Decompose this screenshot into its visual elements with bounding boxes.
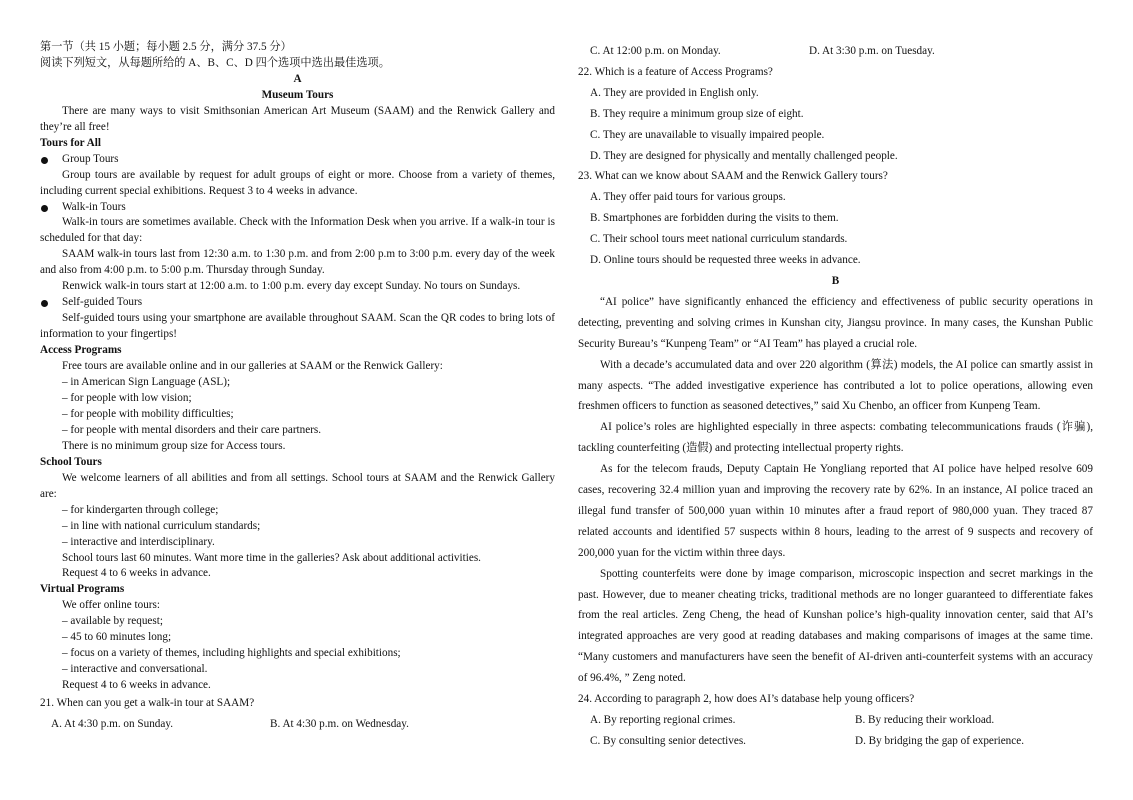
school-note: School tours last 60 minutes. Want more time in the galleries? Ask about additional activities.: [62, 551, 481, 564]
list-item: – for people with mobility difficulties;: [62, 407, 234, 420]
option-a: A. By reporting regional crimes.: [590, 714, 736, 726]
virtual-request: Request 4 to 6 weeks in advance.: [62, 679, 211, 692]
instruction: 阅读下列短文，从每题所给的 A、B、C、D 四个选项中选出最佳选项。: [40, 56, 390, 69]
option-c: C. Their school tours meet national curriculum standards.: [590, 233, 848, 246]
paragraph: With a decade’s accumulated data and over 220 algorithm (算法) models, the AI police can smartly assist in many aspects. “The added investigative experience has contributed a lot to police operations, allowing even freshmen officers to function as seasoned detectives,” said Xu Chenbo, an officer from Kunpeng Team.: [578, 358, 1093, 413]
tours-for-all-heading: Tours for All: [40, 136, 101, 149]
section-header: 第一节（共 15 小题；每小题 2.5 分，满分 37.5 分）: [40, 41, 292, 53]
virtual-heading: Virtual Programs: [40, 583, 125, 596]
paragraph: As for the telecom frauds, Deputy Captain He Yongliang reported that AI police have helped resolve 609 cases, recovering 32.4 million yuan and improving the recovery rate by 62%. In an instance, AI police traced an illegal fund transfer of 500,000 yuan within 10 minutes after a fraud report of 980,000 yuan. They traced 87 related accounts and identified 57 suspects within 8 hours, leading to the arrest of 9 suspects and recovery of 200,000 yuan for the victim within three days.: [578, 463, 1093, 559]
option-b: B. By reducing their workload.: [855, 714, 995, 726]
access-note: There is no minimum group size for Access tours.: [62, 439, 286, 452]
option-a: A. At 4:30 p.m. on Sunday.: [51, 718, 174, 731]
list-item: – 45 to 60 minutes long;: [62, 631, 172, 644]
option-b: B. They require a minimum group size of eight.: [590, 107, 804, 120]
question-22-stem: 22. Which is a feature of Access Programs?: [578, 65, 773, 78]
list-item: – in line with national curriculum standards;: [62, 519, 261, 532]
paragraph: “AI police” have significantly enhanced the efficiency and effectiveness of public security operations in detecting, preventing and solving crimes in Kunshan city, Jiangsu province. In many cases, the Kunshan Public Security Bureau’s “Kunpeng Team” or “AI Team” has played a crucial role.: [578, 295, 1093, 350]
bullet-icon: [41, 300, 48, 307]
option-c: C. They are unavailable to visually impaired people.: [590, 128, 825, 141]
option-b: B. At 4:30 p.m. on Wednesday.: [270, 718, 409, 731]
option-a: A. They are provided in English only.: [590, 86, 759, 99]
walkin-tours-text: Walk-in tours are sometimes available. Check with the Information Desk when you arrive. If a walk-in tour is scheduled for that day:: [40, 216, 555, 245]
paragraph: Spotting counterfeits were done by image comparison, microscopic inspection and secret markings in the past. However, due to meaner cheating tricks, traditional methods are no longer guaranteed to differentiate fakes from the real articles. Zeng Cheng, the head of Kunshan police’s high-quality innovation center, said that AI’s integrated approaches are very good at reading databases and making comparisons of images at the same time. “Many customers and manufacturers have seen the benefit of AI-driven anti-counterfeit systems with an accuracy of 96.4%, ” Zeng noted.: [578, 567, 1093, 685]
school-intro: We welcome learners of all abilities and from all settings. School tours at SAAM and the Renwick Gallery are:: [40, 471, 555, 500]
list-item: – interactive and conversational.: [62, 663, 208, 676]
option-d: D. Online tours should be requested three weeks in advance.: [590, 254, 861, 267]
list-item: – in American Sign Language (ASL);: [62, 376, 231, 389]
question-21-options-ab: [40, 717, 555, 733]
question-21-stem: 21. When can you get a walk-in tour at SAAM?: [40, 697, 255, 710]
virtual-intro: We offer online tours:: [62, 599, 160, 612]
passage-intro: There are many ways to visit Smithsonian American Art Museum (SAAM) and the Renwick Gallery and they’re all free!: [40, 104, 555, 133]
passage-title: Museum Tours: [261, 88, 334, 101]
bullet-icon: [41, 205, 48, 212]
list-item: – focus on a variety of themes, including highlights and special exhibitions;: [62, 647, 401, 660]
option-c: C. By consulting senior detectives.: [590, 734, 746, 747]
walkin-tours-label: Walk-in Tours: [40, 200, 555, 216]
list-item: – available by request;: [62, 615, 163, 628]
renwick-walkin-text: Renwick walk-in tours start at 12:00 a.m. to 1:00 p.m. every day except Sunday. No tours on Sundays.: [62, 280, 521, 293]
question-23-stem: 23. What can we know about SAAM and the Renwick Gallery tours?: [578, 170, 888, 183]
list-item: – for people with low vision;: [62, 391, 192, 404]
school-heading: School Tours: [40, 455, 102, 468]
option-d: D. By bridging the gap of experience.: [855, 734, 1025, 747]
question-24-options-cd: [578, 731, 1093, 752]
left-column: [40, 40, 555, 733]
group-tours-label: Group Tours: [40, 152, 555, 168]
passage-letter-b: B: [831, 274, 840, 287]
option-a: A. They offer paid tours for various groups.: [590, 191, 786, 204]
self-guided-label: Self-guided Tours: [40, 295, 555, 311]
bullet-icon: [41, 157, 48, 164]
access-intro: Free tours are available online and in our galleries at SAAM or the Renwick Gallery:: [62, 360, 443, 373]
list-item: – for kindergarten through college;: [62, 503, 219, 516]
question-21-options-cd: [578, 41, 1093, 62]
option-d: D. They are designed for physically and mentally challenged people.: [590, 149, 898, 162]
group-tours-text: Group tours are available by request for adult groups of eight or more. Choose from a variety of themes, including current special exhibitions. Request 3 to 4 weeks in advance.: [40, 168, 555, 197]
question-24-stem: 24. According to paragraph 2, how does AI’s database help young officers?: [578, 693, 915, 706]
access-heading: Access Programs: [40, 344, 122, 357]
self-guided-text: Self-guided tours using your smartphone are available throughout SAAM. Scan the QR codes to bring lots of information to your fingertips!: [40, 312, 555, 341]
paragraph: AI police’s roles are highlighted especially in three aspects: combating telecommunications frauds (诈骗), tackling counterfeiting (造假) and protecting intellectual property rights.: [578, 421, 1093, 455]
question-24-options-ab: [578, 710, 1093, 731]
list-item: – for people with mental disorders and their care partners.: [62, 423, 322, 436]
right-column: [578, 41, 1093, 752]
list-item: – interactive and interdisciplinary.: [62, 535, 215, 548]
option-b: B. Smartphones are forbidden during the visits to them.: [590, 212, 839, 225]
option-d: D. At 3:30 p.m. on Tuesday.: [809, 45, 935, 57]
passage-letter-a: A: [293, 72, 302, 85]
option-c: C. At 12:00 p.m. on Monday.: [590, 45, 721, 57]
school-request: Request 4 to 6 weeks in advance.: [62, 567, 211, 580]
saam-walkin-text: SAAM walk-in tours last from 12:30 a.m. to 1:30 p.m. and from 2:00 p.m to 3:00 p.m. every day of the week and also from 4:00 p.m. to 5:00 p.m. Thursday through Sunday.: [40, 248, 555, 277]
